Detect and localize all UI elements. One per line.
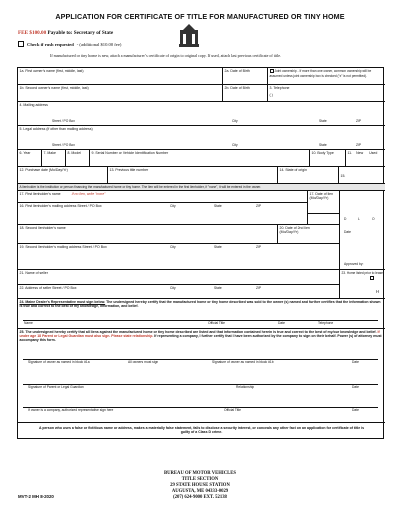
purchase-date-field[interactable]: 12. Purchase date (Mo/Day/Yr): [18, 167, 108, 184]
page-title: APPLICATION FOR CERTIFICATE OF TITLE FOR MANUFACTURED OR TINY HOME: [55, 12, 345, 21]
first-lien-date-field[interactable]: 17. Date of lien (Mo/Day/Yr): [308, 191, 340, 214]
rush-request-row: [18, 41, 121, 47]
false-statement-warning: A person who uses a false or fictitious name or address, makes a materially false statement, fails to disclose a security interest, or conceals any other fact on an application for certificate of title is guilty of a Class D crime.: [38, 426, 365, 435]
lease-cell: 23. Home listed prior to lease H: [340, 270, 385, 299]
body-type-field[interactable]: 10. Body Type: [310, 150, 346, 167]
legal-address-field[interactable]: 5. Legal address (if other than mailing address) Street / PO Box City State ZIP: [18, 126, 385, 150]
first-lien-blank: [308, 214, 340, 225]
model-field[interactable]: 8. Model: [66, 150, 90, 167]
vin-field[interactable]: 9. Serial Number or Vehicle Identification Number: [90, 150, 310, 167]
fee-amount: FEE $100.00: [18, 30, 47, 36]
previous-title-field[interactable]: 13. Previous title number: [108, 167, 278, 184]
owner2-dob-field[interactable]: 2b. Date of Birth: [223, 85, 268, 102]
first-lienholder-address-field[interactable]: 16. First lienholder’s mailing address Street / PO Box City State ZIP: [18, 203, 308, 225]
owner2-name-field[interactable]: 1b. Second owner’s name (first, middle, last): [18, 85, 223, 102]
owner-certification: 25. The undersigned hereby certify that all liens against the manufactured home or tiny home described are listed and that information contained herein is true and correct to the best of my/our knowledge and belief. If under age 18 Parent or Legal Guardian must also sign. Please state relationship. If representing a company, I further certify that I have been authorized by the company to sign on their behalf. Power (s) of attorney must accompany this form. Signature of owner as named in block #1a All owners must sign Signature of owner as named in block #1b Date Signature of Parent or Legal Guardian Relationship Date If owner is a company, authorized representative sign here Official Title Date: [18, 329, 385, 423]
first-lienholder-name-field[interactable]: 17. First lienholder’s name If no lien, write "none": [18, 191, 308, 203]
title-form: [17, 67, 384, 439]
lease-checkbox[interactable]: [370, 276, 374, 280]
new-option[interactable]: New: [356, 151, 364, 155]
dealer-certification: 24. Maine Dealer’s Representative must sign below. The undersigned hereby certify that the manufactured home or tiny home described was sold to the owner (s) named and further certifies that the information shown is true and correct to the best of my knowledge, information, and belief. Name Official Title Date Telephone: [18, 299, 385, 329]
bureau-address: BUREAU OF MOTOR VEHICLES TITLE SECTION 29 STATE HOUSE STATION AUGUSTA, ME 04333-0029 (207) 624-9000 EXT. 52138: [164, 471, 236, 501]
make-field[interactable]: 7. Make: [42, 150, 66, 167]
fee-payable: Payable to: Secretary of State: [47, 30, 114, 36]
mailing-address-field[interactable]: 4. Mailing address Street / PO Box City State ZIP: [18, 102, 385, 126]
state-origin-field[interactable]: 14. State of origin: [278, 167, 339, 184]
field-15[interactable]: 15.: [339, 167, 385, 184]
rush-label: Check if rush requested: [27, 41, 74, 47]
fee-line: [18, 30, 113, 36]
rush-checkbox[interactable]: [18, 41, 24, 47]
lienholder-banner: A lienholder is the institution or person financing the manufactured home or tiny home. The lien will be entered in the first lienholder, if "none", it will be entered in the owner.: [18, 184, 385, 191]
second-lienholder-name-field[interactable]: 18. Second lienholder’s name: [18, 225, 278, 244]
year-field[interactable]: 6. Year: [18, 150, 42, 167]
seller-name-field[interactable]: 21. Name of seller: [18, 270, 340, 285]
joint-ownership-cell: [268, 68, 385, 85]
joint-ownership-checkbox[interactable]: [270, 69, 274, 73]
used-option[interactable]: Used: [369, 151, 378, 155]
owner1-name-field[interactable]: 1a. First owner’s name (first, middle, last): [18, 68, 223, 85]
owner1-dob-field[interactable]: 2a. Date of Birth: [223, 68, 268, 85]
joint-ownership-text: Joint ownership - If more than one owner, common ownership will be assumed unless joint ownership box is checked (“x” is not permitted).: [269, 69, 372, 78]
rush-note: - (additional $10.00 fee): [76, 41, 122, 47]
seller-address-field[interactable]: 22. Address of seller Street / PO Box City State ZIP: [18, 285, 340, 299]
new-used-cell: 11. New Used: [346, 150, 385, 167]
form-number: MVT-2 MH 8-2020: [18, 494, 54, 499]
office-use-cell: D L O Date Approved by:: [340, 191, 385, 270]
second-lien-date-field[interactable]: 20. Date of 2nd lien (Mo/Day/Yr): [278, 225, 340, 244]
second-lienholder-address-field[interactable]: 19. Second lienholder’s mailing address Street / PO Box City State ZIP: [18, 244, 340, 270]
attach-note: If manufactured or tiny home is new, attach a manufacturer’s certificate of origin to original copy. If used, attach last previous certificate of title.: [50, 53, 281, 58]
telephone-field[interactable]: 3. Telephone ( ): [268, 85, 385, 102]
state-seal-icon: [178, 24, 200, 48]
